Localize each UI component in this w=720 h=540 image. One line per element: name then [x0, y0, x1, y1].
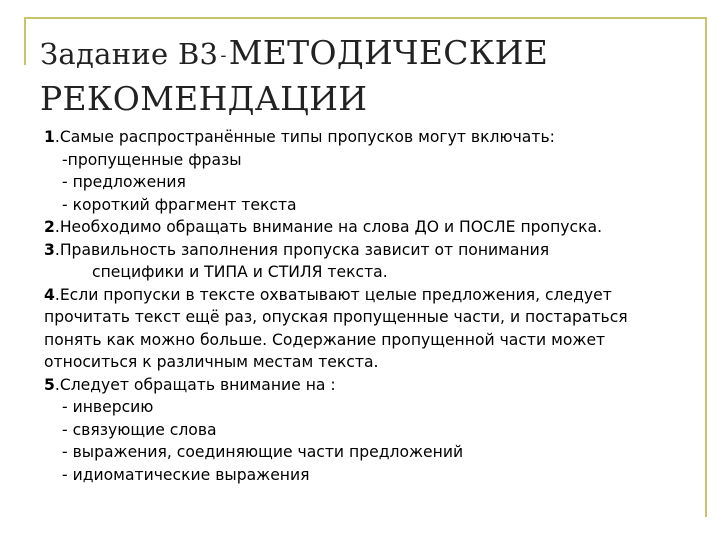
item-text: .Самые распространённые типы пропусков могут включать: [54, 128, 555, 146]
sub-item: - выражения, соединяющие части предложений [62, 443, 464, 461]
item-text: .Следует обращать внимание на : [54, 375, 336, 394]
item-number: 1 [44, 128, 55, 146]
item-text: .Правильность заполнения пропуска зависит от понимания [54, 240, 550, 259]
title-prefix: Задание В3 [40, 37, 219, 71]
item-continuation: специфики и ТИПА и СТИЛЯ текста. [92, 263, 388, 281]
item-number: 2 [44, 218, 55, 236]
item-continuation: прочитать текст ещё раз, опуская пропущенные части, и постараться [44, 308, 628, 326]
frame-right-line [705, 17, 707, 517]
title-caps-line-2: РЕКОМЕНДАЦИИ [40, 79, 368, 118]
title-line-1 [40, 30, 548, 76]
item-text: .Если пропуски в тексте охватывают целые предложения, следует [54, 285, 612, 304]
sub-item: - короткий фрагмент текста [62, 195, 297, 214]
list-item-5 [44, 374, 694, 397]
slide-title [40, 30, 548, 122]
item-number: 5 [44, 375, 55, 394]
sub-item: - инверсию [62, 398, 154, 416]
title-dash: - [220, 45, 227, 66]
recommendations-list [44, 126, 694, 486]
list-item-3 [44, 239, 694, 262]
item-continuation: понять как можно больше. Содержание пропущенной части может [44, 330, 606, 349]
frame-left-line [24, 17, 26, 65]
sub-item: - идиоматические выражения [62, 465, 310, 484]
item-text: .Необходимо обращать внимание на слова ДО и ПОСЛЕ пропуска. [54, 218, 603, 236]
sub-item: - предложения [62, 173, 186, 191]
list-item-2 [44, 216, 694, 239]
sub-item: -пропущенные фразы [62, 150, 242, 169]
item-number: 4 [44, 285, 55, 304]
sub-item: - связующие слова [62, 420, 217, 439]
item-continuation: относиться к различным местам текста. [44, 353, 379, 371]
list-item-1 [44, 126, 694, 149]
item-number: 3 [44, 240, 55, 259]
list-item-4 [44, 284, 694, 307]
frame-top-line [24, 17, 706, 19]
title-caps-line-1: МЕТОДИЧЕСКИЕ [228, 33, 549, 72]
